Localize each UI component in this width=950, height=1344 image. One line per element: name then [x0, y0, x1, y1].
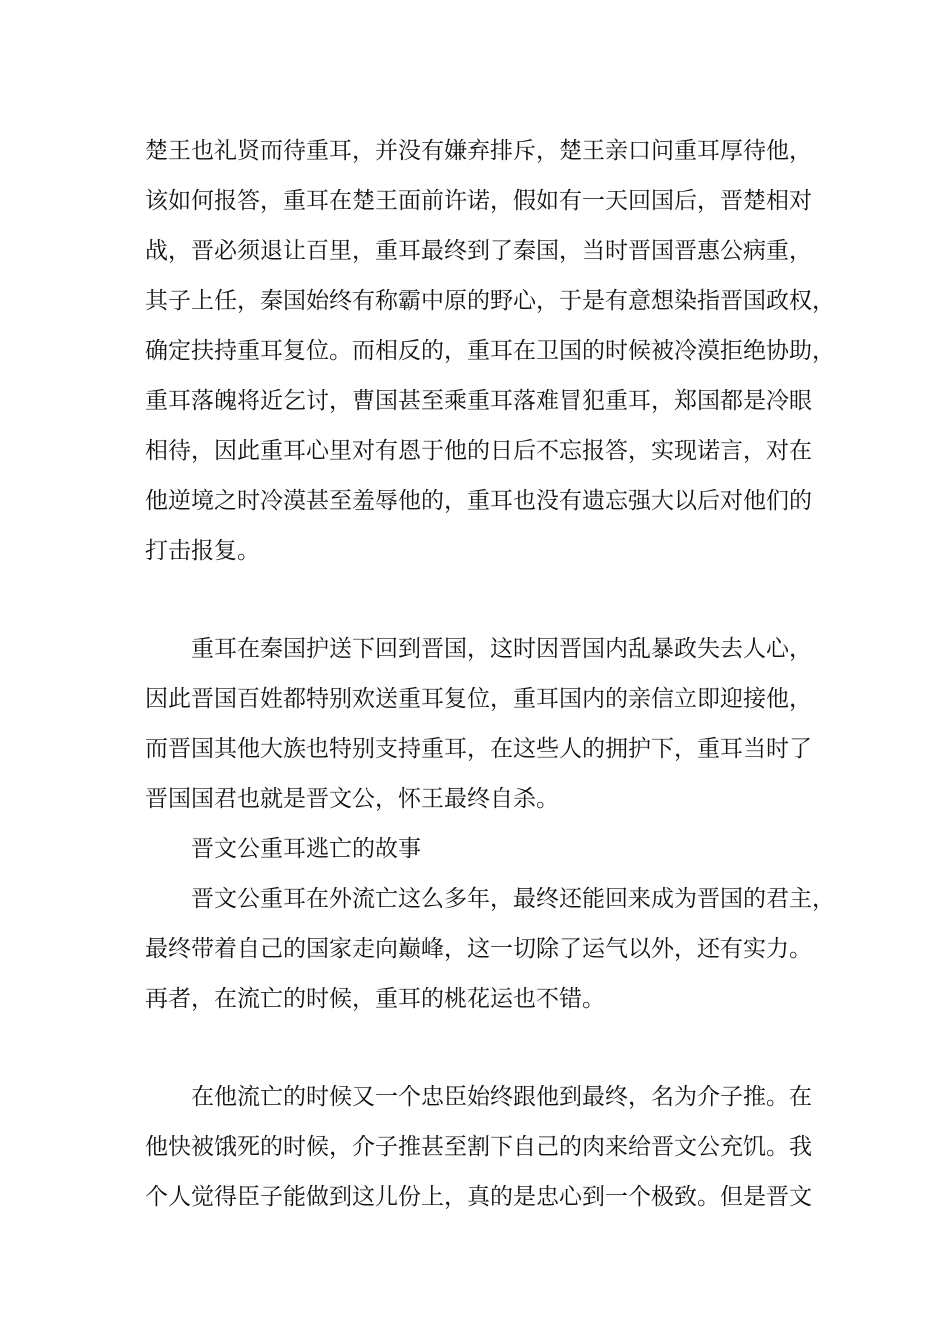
paragraph-1-line-2: 该如何报答，重耳在楚王面前许诺，假如有一天回国后，晋楚相对 — [145, 188, 812, 214]
paragraph-1-line-8: 他逆境之时冷漠甚至羞辱他的，重耳也没有遗忘强大以后对他们的 — [145, 488, 812, 514]
paragraph-2-line-3: 而晋国其他大族也特别支持重耳，在这些人的拥护下，重耳当时了 — [145, 736, 812, 762]
paragraph-4-line-3: 个人觉得臣子能做到这儿份上，真的是忠心到一个极致。但是晋文 — [145, 1184, 812, 1210]
paragraph-2-line-1: 重耳在秦国护送下回到晋国，这时因晋国内乱暴政失去人心， — [191, 636, 812, 662]
paragraph-3-line-3: 再者，在流亡的时候，重耳的桃花运也不错。 — [145, 986, 605, 1012]
paragraph-1-line-4: 其子上任，秦国始终有称霸中原的野心，于是有意想染指晋国政权， — [145, 288, 835, 314]
paragraph-1-line-9: 打击报复。 — [145, 538, 260, 564]
paragraph-1-line-1: 楚王也礼贤而待重耳，并没有嫌弃排斥，楚王亲口问重耳厚待他， — [145, 138, 812, 164]
paragraph-2-line-4: 晋国国君也就是晋文公，怀王最终自杀。 — [145, 786, 559, 812]
paragraph-4-line-2: 他快被饿死的时候，介子推甚至割下自己的肉来给晋文公充饥。我 — [145, 1134, 812, 1160]
paragraph-3-line-1: 晋文公重耳在外流亡这么多年，最终还能回来成为晋国的君主， — [191, 886, 835, 912]
paragraph-3-line-2: 最终带着自己的国家走向巅峰，这一切除了运气以外，还有实力。 — [145, 936, 812, 962]
section-heading: 晋文公重耳逃亡的故事 — [191, 836, 421, 862]
paragraph-1-line-7: 相待，因此重耳心里对有恩于他的日后不忘报答，实现诺言，对在 — [145, 438, 812, 464]
paragraph-1-line-6: 重耳落魄将近乞讨，曹国甚至乘重耳落难冒犯重耳，郑国都是冷眼 — [145, 388, 812, 414]
paragraph-2-line-2: 因此晋国百姓都特别欢送重耳复位，重耳国内的亲信立即迎接他， — [145, 686, 812, 712]
paragraph-4-line-1: 在他流亡的时候又一个忠臣始终跟他到最终，名为介子推。在 — [191, 1084, 812, 1110]
paragraph-1-line-3: 战，晋必须退让百里，重耳最终到了秦国，当时晋国晋惠公病重， — [145, 238, 812, 264]
paragraph-1-line-5: 确定扶持重耳复位。而相反的，重耳在卫国的时候被冷漠拒绝协助， — [145, 338, 835, 364]
